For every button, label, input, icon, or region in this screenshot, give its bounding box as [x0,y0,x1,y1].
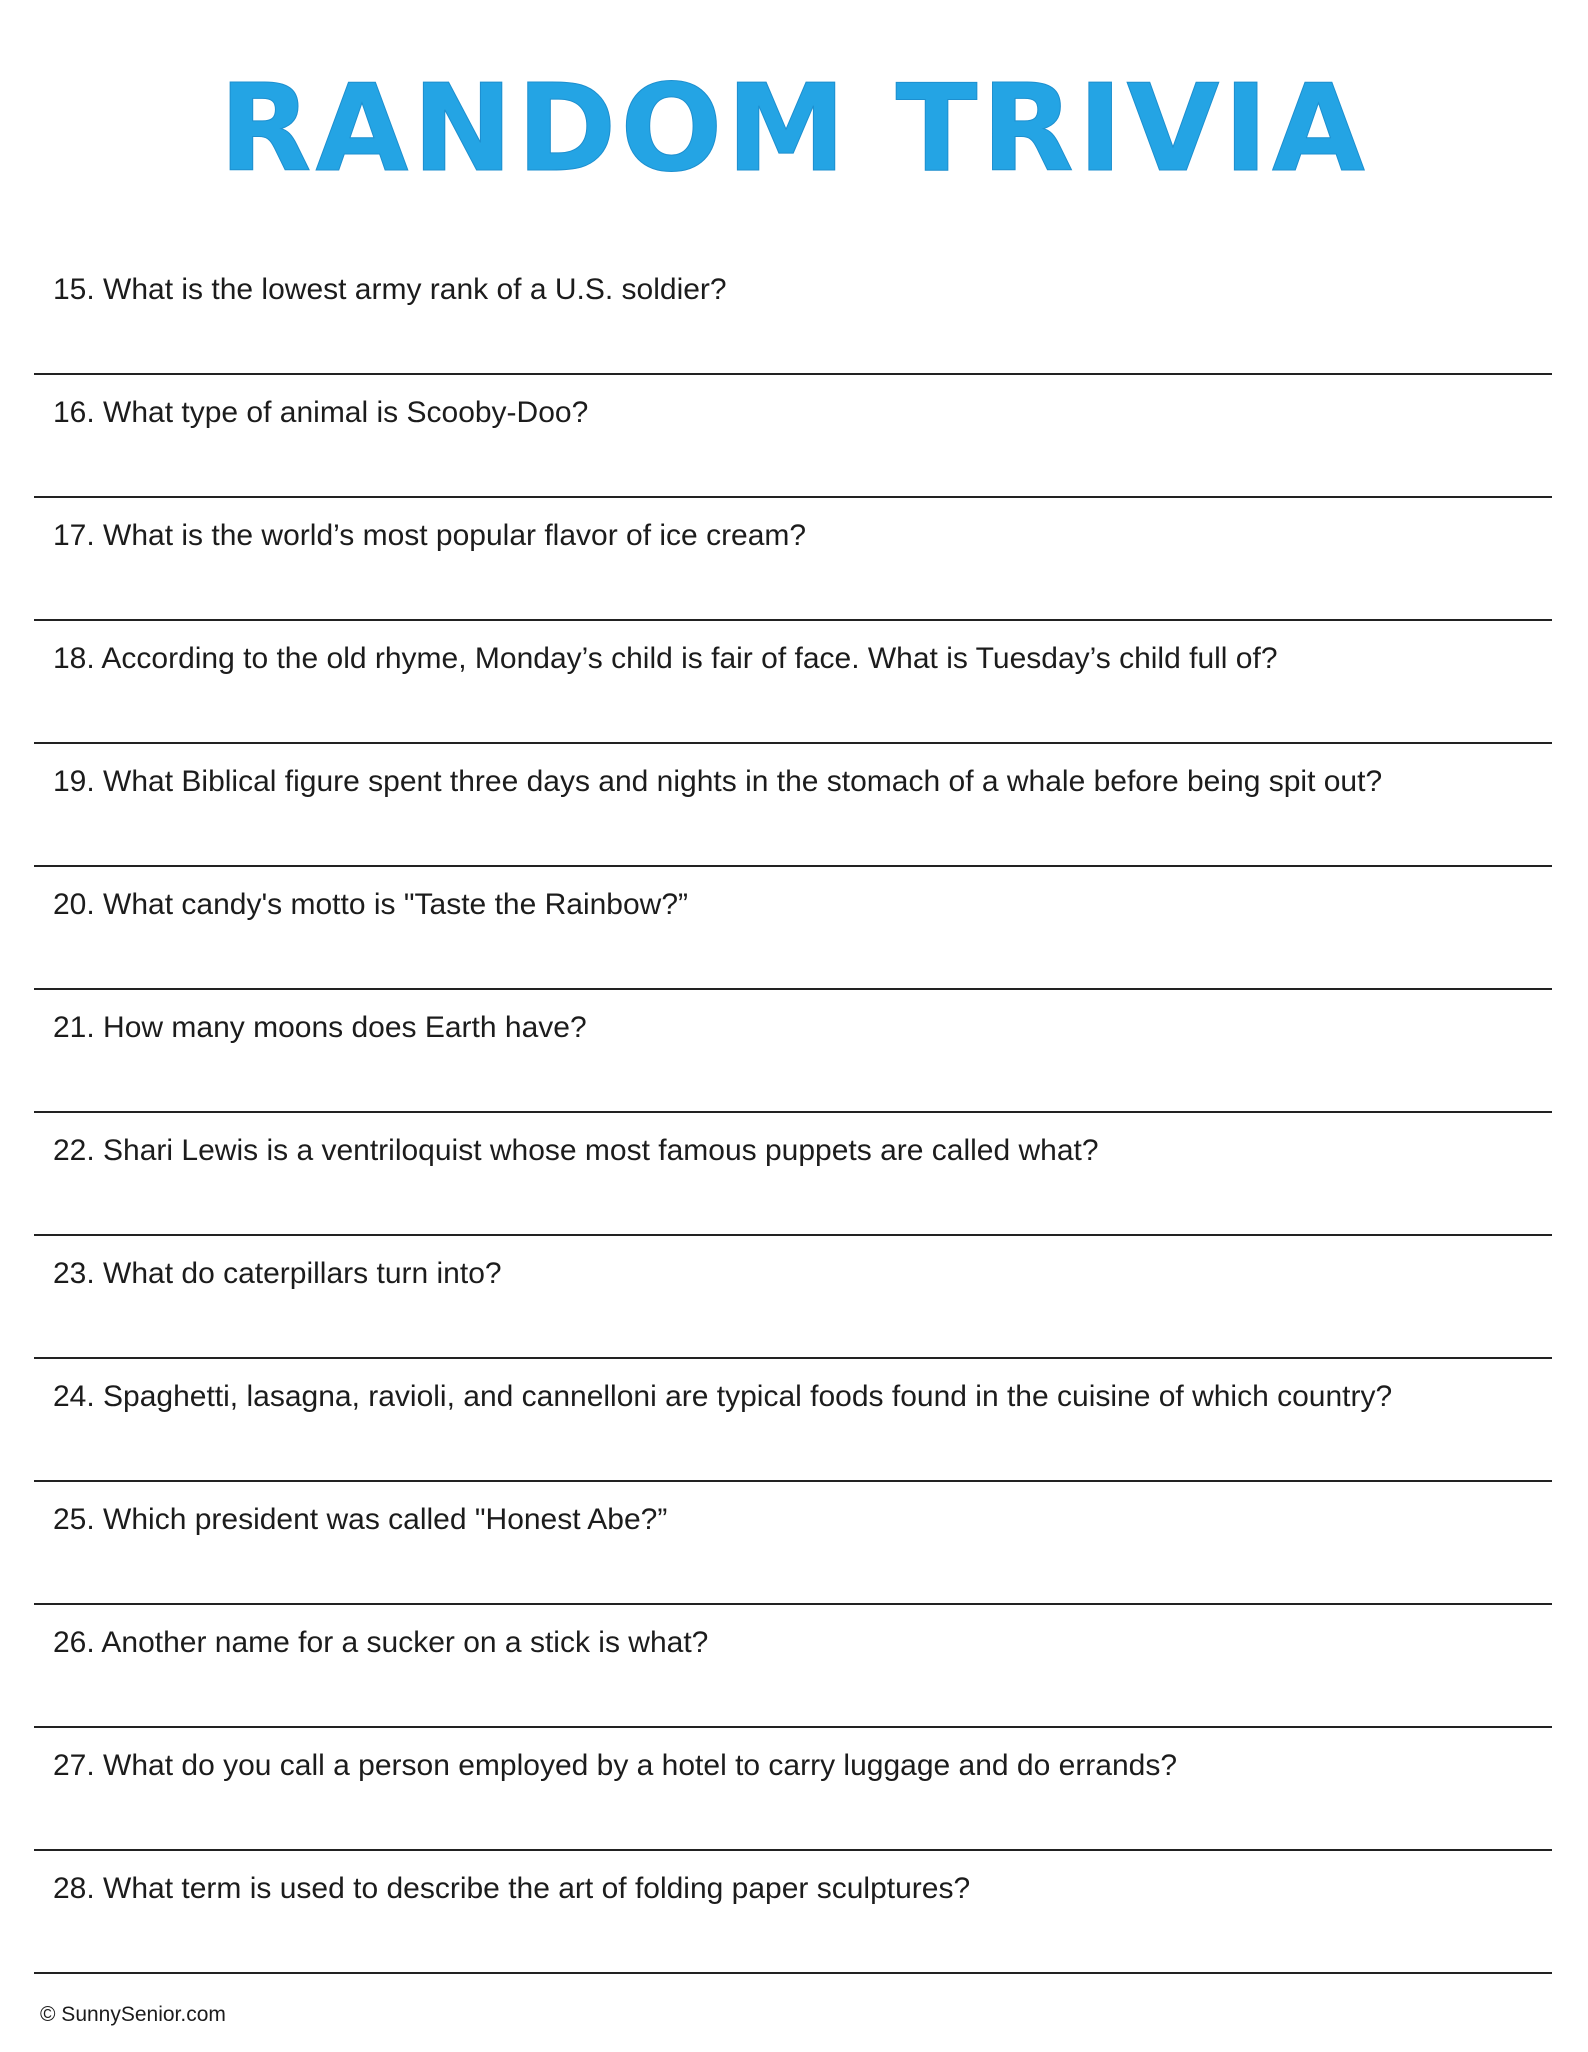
question-text: 21. How many moons does Earth have? [53,1011,587,1044]
page-title: RANDOM TRIVIA [219,60,1369,199]
question-row [34,375,1552,498]
question-text: 18. According to the old rhyme, Monday’s child is fair of face. What is Tuesday’s child full of? [53,642,1278,675]
question-text: 16. What type of animal is Scooby-Doo? [53,396,589,429]
question-text: 27. What do you call a person employed by a hotel to carry luggage and do errands? [53,1749,1178,1782]
question-row [34,1851,1552,1974]
question-text: 26. Another name for a sucker on a stick is what? [53,1626,709,1659]
question-row [34,498,1552,621]
question-row [34,1236,1552,1359]
question-row [34,1113,1552,1236]
question-text: 17. What is the world’s most popular flavor of ice cream? [53,519,807,552]
question-row [34,252,1552,375]
question-row [34,621,1552,744]
question-row [34,1728,1552,1851]
question-row [34,867,1552,990]
question-text: 23. What do caterpillars turn into? [53,1257,502,1290]
question-text: 19. What Biblical figure spent three days and nights in the stomach of a whale before being spit out? [53,765,1383,798]
question-text: 25. Which president was called "Honest Abe?” [53,1503,668,1536]
question-row [34,1359,1552,1482]
title-block [0,60,1588,200]
question-row [34,744,1552,867]
question-text: 22. Shari Lewis is a ventriloquist whose most famous puppets are called what? [53,1134,1099,1167]
question-text: 28. What term is used to describe the art of folding paper sculptures? [53,1872,971,1905]
question-row [34,990,1552,1113]
question-text: 24. Spaghetti, lasagna, ravioli, and cannelloni are typical foods found in the cuisine of which country? [53,1380,1393,1413]
question-text: 20. What candy's motto is "Taste the Rainbow?” [53,888,689,921]
question-row [34,1482,1552,1605]
question-list [34,252,1552,1974]
question-row [34,1605,1552,1728]
question-text: 15. What is the lowest army rank of a U.S. soldier? [53,273,727,306]
copyright-footer: © SunnySenior.com [40,2003,226,2026]
